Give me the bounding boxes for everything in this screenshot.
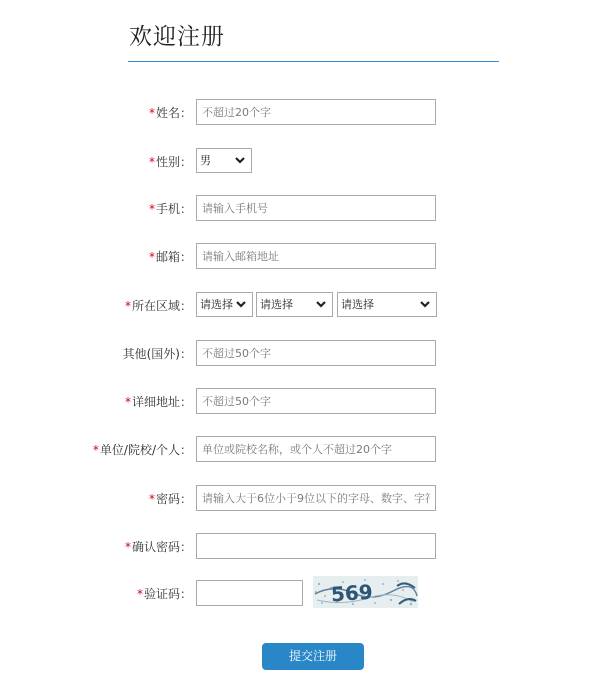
name-input[interactable] bbox=[196, 99, 436, 125]
confirm-label bbox=[125, 538, 192, 555]
row-captcha bbox=[0, 580, 600, 608]
other-input[interactable] bbox=[196, 340, 436, 366]
row-password bbox=[0, 485, 600, 513]
row-other bbox=[0, 340, 600, 368]
email-input[interactable] bbox=[196, 243, 436, 269]
captcha-input[interactable] bbox=[196, 580, 303, 606]
name-label-text: 姓名： bbox=[155, 106, 192, 120]
row-gender bbox=[0, 148, 600, 176]
password-label bbox=[149, 490, 192, 507]
city-select-value: 请选择 bbox=[260, 298, 293, 311]
confirm-label-text: 确认密码： bbox=[131, 540, 192, 554]
org-input[interactable] bbox=[196, 436, 436, 462]
phone-label bbox=[149, 200, 192, 217]
district-select-value: 请选择 bbox=[341, 298, 374, 311]
region-label bbox=[125, 297, 192, 314]
required-mark: * bbox=[148, 202, 155, 216]
org-label bbox=[93, 441, 192, 458]
required-mark: * bbox=[148, 492, 155, 506]
gender-select[interactable] bbox=[196, 148, 252, 173]
required-mark: * bbox=[136, 587, 143, 601]
captcha-image[interactable] bbox=[313, 576, 418, 608]
province-select-value: 请选择 bbox=[200, 298, 233, 311]
captcha-label-text: 验证码： bbox=[143, 587, 192, 601]
confirm-password-input[interactable] bbox=[196, 533, 436, 559]
chevron-down-icon bbox=[233, 153, 247, 167]
phone-label-text: 手机： bbox=[155, 202, 192, 216]
row-region bbox=[0, 292, 600, 320]
password-label-text: 密码： bbox=[155, 492, 192, 506]
captcha-noise bbox=[313, 576, 418, 608]
title-divider bbox=[128, 61, 499, 62]
province-select[interactable] bbox=[196, 292, 253, 317]
required-mark: * bbox=[124, 540, 131, 554]
email-label-text: 邮箱： bbox=[155, 250, 192, 264]
email-label bbox=[149, 248, 192, 265]
chevron-down-icon bbox=[418, 297, 432, 311]
region-label-text: 所在区域： bbox=[131, 299, 192, 313]
org-label-text: 单位/院校/个人： bbox=[99, 443, 192, 457]
required-mark: * bbox=[124, 395, 131, 409]
captcha-label bbox=[137, 585, 192, 602]
row-phone bbox=[0, 195, 600, 223]
required-mark: * bbox=[124, 299, 131, 313]
required-mark: * bbox=[148, 250, 155, 264]
password-input[interactable] bbox=[196, 485, 436, 511]
required-mark: * bbox=[148, 155, 155, 169]
row-email bbox=[0, 243, 600, 271]
address-label bbox=[125, 393, 192, 410]
address-label-text: 详细地址： bbox=[131, 395, 192, 409]
phone-input[interactable] bbox=[196, 195, 436, 221]
name-label bbox=[149, 104, 192, 121]
page-title: 欢迎注册 bbox=[129, 24, 225, 50]
chevron-down-icon bbox=[314, 297, 328, 311]
gender-select-value: 男 bbox=[200, 154, 211, 167]
city-select[interactable] bbox=[256, 292, 333, 317]
row-org bbox=[0, 436, 600, 464]
row-confirm bbox=[0, 533, 600, 561]
required-mark: * bbox=[92, 443, 99, 457]
row-name bbox=[0, 99, 600, 127]
address-input[interactable] bbox=[196, 388, 436, 414]
district-select[interactable] bbox=[337, 292, 437, 317]
submit-button[interactable]: 提交注册 bbox=[262, 643, 364, 670]
row-address bbox=[0, 388, 600, 416]
gender-label bbox=[149, 153, 192, 170]
required-mark: * bbox=[148, 106, 155, 120]
gender-label-text: 性别： bbox=[155, 155, 192, 169]
captcha-text: 569 bbox=[330, 579, 374, 607]
other-label: 其他(国外)： bbox=[122, 347, 192, 361]
chevron-down-icon bbox=[234, 297, 248, 311]
